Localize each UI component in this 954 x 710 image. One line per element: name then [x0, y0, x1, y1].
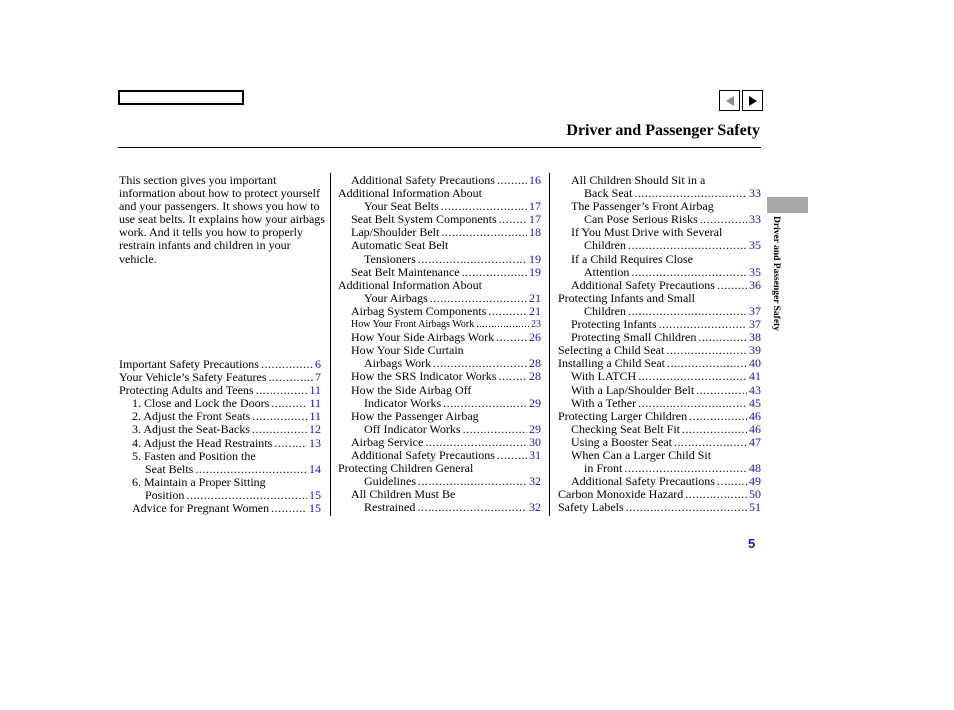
toc-entry[interactable]	[558, 397, 761, 410]
toc-entry-title: Protecting Adults and Teens	[119, 383, 254, 398]
toc-page-link[interactable]: 35	[749, 238, 761, 253]
toc-page-link[interactable]: 13	[309, 435, 321, 450]
triangle-right-icon	[749, 96, 757, 106]
toc-page-link[interactable]: 28	[529, 356, 541, 371]
toc-page-link[interactable]: 6	[315, 357, 321, 371]
toc-entry	[119, 476, 321, 489]
toc-leader-dots	[252, 410, 307, 423]
toc-entry-title: Seat Belt Maintenance	[351, 264, 460, 279]
toc-page-link[interactable]: 50	[749, 487, 761, 502]
toc-leader-dots	[497, 174, 527, 187]
toc-entry-title: Protecting Small Children	[571, 330, 697, 345]
toc-leader-dots	[496, 331, 527, 344]
toc-page-link[interactable]: 16	[529, 173, 541, 187]
toc-leader-dots	[667, 357, 747, 370]
toc-entry-title: Additional Information About	[338, 277, 482, 292]
toc-page-link[interactable]: 15	[309, 487, 321, 502]
toc-page-link[interactable]: 33	[749, 212, 761, 227]
toc-entry-title: Checking Seat Belt Fit	[571, 421, 680, 436]
toc-leader-dots	[271, 397, 307, 410]
toc-entry[interactable]	[558, 279, 761, 292]
toc-entry-title: With a Tether	[571, 395, 637, 410]
toc-entry-title: Back Seat	[584, 186, 633, 201]
toc-entry-title: Your Airbags	[364, 290, 428, 305]
toc-entry-title: Airbag System Components	[351, 303, 487, 318]
toc-entry[interactable]	[119, 463, 321, 476]
toc-entry-title: Protecting Children General	[338, 461, 474, 476]
toc-entry-title: How the Passenger Airbag	[351, 408, 479, 423]
toc-column-1	[119, 358, 321, 515]
toc-page-link[interactable]: 35	[749, 264, 761, 279]
toc-entry-title: Off Indicator Works	[364, 421, 461, 436]
toc-column-2	[338, 174, 541, 514]
toc-entry[interactable]	[558, 239, 761, 252]
toc-entry-title: All Children Must Be	[351, 487, 456, 502]
toc-leader-dots	[696, 384, 747, 397]
toc-entry-title: Protecting Larger Children	[558, 408, 688, 423]
toc-leader-dots	[628, 239, 747, 252]
toc-entry[interactable]	[338, 266, 541, 279]
column-divider	[549, 173, 550, 516]
toc-leader-dots	[497, 449, 527, 462]
toc-entry-title: Tensioners	[364, 251, 416, 266]
toc-entry-title: Attention	[584, 264, 630, 279]
toc-entry-title: Additional Safety Precautions	[571, 474, 715, 489]
toc-entry-title: Airbag Service	[351, 434, 424, 449]
toc-column-3	[558, 174, 761, 514]
toc-page-link[interactable]: 40	[749, 356, 761, 371]
section-tab-label: Driver and Passenger Safety	[771, 216, 781, 331]
toc-entry-title: All Children Should Sit in a	[571, 173, 706, 187]
toc-entry-title: Restrained	[364, 500, 416, 515]
toc-entry-title: 4. Adjust the Head Restraints	[132, 435, 273, 450]
toc-page-link[interactable]: 33	[749, 186, 761, 201]
toc-page-link[interactable]: 11	[309, 409, 321, 424]
toc-entry[interactable]	[338, 501, 541, 514]
toc-page-link[interactable]: 31	[529, 447, 541, 462]
toc-leader-dots	[462, 266, 527, 279]
toc-entry-title: Using a Booster Seat	[571, 434, 672, 449]
toc-entry-title: Important Safety Precautions	[119, 357, 259, 371]
toc-entry-title: How Your Side Airbags Work	[351, 330, 495, 345]
toc-entry-title: With LATCH	[571, 369, 637, 384]
toc-entry	[558, 292, 761, 305]
toc-leader-dots	[626, 501, 747, 514]
toc-leader-dots	[463, 423, 527, 436]
toc-leader-dots	[430, 292, 527, 305]
toc-entry-title: How the Side Airbag Off	[351, 382, 472, 397]
toc-entry-title: Children	[584, 238, 626, 253]
toc-leader-dots	[631, 266, 747, 279]
toc-entry[interactable]	[338, 370, 541, 383]
toc-entry-title: How Your Side Curtain	[351, 343, 464, 358]
toc-leader-dots	[488, 305, 527, 318]
toc-page-link[interactable]: 12	[309, 422, 321, 437]
toc-leader-dots	[418, 253, 527, 266]
toc-page-link[interactable]: 19	[529, 251, 541, 266]
toc-entry-title: If You Must Drive with Several	[571, 225, 723, 240]
previous-page-button[interactable]	[719, 90, 740, 111]
toc-page-link[interactable]: 37	[749, 317, 761, 332]
toc-entry-title: When Can a Larger Child Sit	[571, 447, 712, 462]
toc-page-link[interactable]: 29	[529, 421, 541, 436]
toc-entry-title: The Passenger’s Front Airbag	[571, 199, 714, 214]
toc-page-link[interactable]: 26	[529, 330, 541, 345]
toc-entry-title: Guidelines	[364, 474, 416, 489]
toc-leader-dots	[685, 488, 747, 501]
toc-leader-dots	[499, 213, 527, 226]
toc-entry[interactable]	[558, 370, 761, 383]
toc-leader-dots	[195, 463, 307, 476]
toc-page-link[interactable]: 32	[529, 500, 541, 515]
toc-entry-title: If a Child Requires Close	[571, 251, 693, 266]
triangle-left-icon	[726, 96, 734, 106]
toc-entry[interactable]	[558, 266, 761, 279]
toc-leader-dots	[498, 370, 527, 383]
toc-entry-title: Carbon Monoxide Hazard	[558, 487, 684, 502]
toc-leader-dots	[269, 371, 313, 384]
next-page-button[interactable]	[742, 90, 763, 111]
toc-page-link[interactable]: 11	[309, 383, 321, 398]
toc-page-link[interactable]: 19	[529, 264, 541, 279]
intro-paragraph: This section gives you important information about how to protect yourself and your passengers. It shows you how to use seat belts. It explains how your airbags work. And it tells you how to properly restrain infants and children in your vehicle.	[119, 173, 325, 266]
toc-entry-title: Installing a Child Seat	[558, 356, 665, 371]
toc-entry-title: Children	[584, 303, 626, 318]
toc-entry	[338, 279, 541, 292]
toc-entry[interactable]	[119, 502, 321, 515]
toc-entry	[119, 450, 321, 463]
toc-entry-title: 5. Fasten and Position the	[132, 448, 256, 463]
toc-entry-title: Additional Safety Precautions	[351, 173, 495, 187]
toc-leader-dots	[717, 279, 747, 292]
toc-page-link[interactable]: 17	[529, 212, 541, 227]
toc-leader-dots	[443, 397, 527, 410]
toc-entry-title: With a Lap/Shoulder Belt	[571, 382, 695, 397]
toc-leader-dots	[666, 344, 747, 357]
toc-leader-dots	[674, 436, 747, 449]
toc-entry[interactable]	[338, 253, 541, 266]
toc-entry[interactable]	[338, 397, 541, 410]
toc-entry-title: How the SRS Indicator Works	[351, 369, 497, 384]
toc-page-link[interactable]: 46	[749, 408, 761, 423]
toc-leader-dots	[682, 423, 747, 436]
section-tab[interactable]	[767, 197, 808, 213]
toc-page-link[interactable]: 51	[749, 500, 761, 515]
toc-page-link[interactable]: 14	[309, 461, 321, 476]
toc-entry-title: Automatic Seat Belt	[351, 238, 449, 253]
toc-entry-title: Selecting a Child Seat	[558, 343, 665, 358]
toc-entry-title: Additional Safety Precautions	[351, 447, 495, 462]
toc-leader-dots	[417, 501, 527, 514]
toc-entry-title: Your Vehicle’s Safety Features	[119, 370, 267, 385]
toc-leader-dots	[698, 331, 747, 344]
toc-entry-title: 3. Adjust the Seat-Backs	[132, 422, 250, 437]
toc-page-link[interactable]: 36	[749, 277, 761, 292]
toc-entry	[338, 410, 541, 423]
title-rule	[118, 147, 761, 148]
toc-leader-dots	[274, 437, 307, 450]
toc-page-link[interactable]: 43	[749, 382, 761, 397]
toc-entry[interactable]	[558, 501, 761, 514]
toc-entry	[338, 384, 541, 397]
toc-page-link[interactable]: 37	[749, 303, 761, 318]
toc-leader-dots	[638, 370, 747, 383]
toc-page-link[interactable]: 29	[529, 395, 541, 410]
toc-leader-dots	[425, 436, 527, 449]
toc-page-link[interactable]: 7	[315, 370, 321, 385]
toc-entry-title: Seat Belts	[145, 461, 194, 476]
toc-page-link[interactable]: 38	[749, 330, 761, 345]
toc-entry[interactable]	[338, 436, 541, 449]
toc-leader-dots	[271, 502, 307, 515]
toc-entry[interactable]	[558, 410, 761, 423]
toc-page-link[interactable]: 39	[749, 343, 761, 358]
toc-page-link[interactable]: 41	[749, 369, 761, 384]
toc-entry[interactable]	[558, 436, 761, 449]
toc-leader-dots	[441, 226, 527, 239]
toc-entry-title: Position	[145, 487, 185, 502]
toc-entry[interactable]	[338, 292, 541, 305]
toc-page-link[interactable]: 17	[529, 199, 541, 214]
toc-page-link[interactable]: 28	[529, 369, 541, 384]
column-divider	[330, 173, 331, 516]
toc-entry-title: Protecting Infants	[571, 317, 657, 332]
toc-page-link[interactable]: 49	[749, 474, 761, 489]
toc-leader-dots	[717, 475, 747, 488]
toc-page-link[interactable]: 46	[749, 421, 761, 436]
toc-entry	[338, 239, 541, 252]
toc-entry-title: Can Pose Serious Risks	[584, 212, 698, 227]
toc-entry-title: 6. Maintain a Proper Sitting	[132, 474, 266, 489]
toc-leader-dots	[689, 410, 747, 423]
page-number: 5	[748, 536, 756, 551]
toc-entry[interactable]	[119, 437, 321, 450]
toc-entry[interactable]	[338, 305, 541, 318]
toc-page-link[interactable]: 15	[309, 501, 321, 516]
toc-entry-title: Additional Safety Precautions	[571, 277, 715, 292]
toc-entry-title: Your Seat Belts	[364, 199, 439, 214]
toc-entry-title: Seat Belt System Components	[351, 212, 497, 227]
toc-entry-title: Airbags Work	[364, 356, 432, 371]
toc-entry-title: Advice for Pregnant Women	[132, 501, 270, 516]
toc-page-link[interactable]: 30	[529, 434, 541, 449]
toc-leader-dots	[261, 358, 313, 371]
toc-entry-title: Lap/Shoulder Belt	[351, 225, 440, 240]
toc-page-link[interactable]: 18	[529, 225, 541, 240]
toc-entry-title: Indicator Works	[364, 395, 442, 410]
toc-page-link[interactable]: 47	[749, 434, 761, 449]
toc-page-link[interactable]: 48	[749, 461, 761, 476]
top-left-box	[118, 90, 244, 105]
toc-leader-dots	[638, 397, 747, 410]
toc-entry-title: 1. Close and Lock the Doors	[132, 396, 270, 411]
toc-page-link[interactable]: 21	[529, 290, 541, 305]
toc-page-link[interactable]: 23	[531, 319, 541, 331]
toc-entry[interactable]	[338, 423, 541, 436]
toc-entry[interactable]	[558, 384, 761, 397]
toc-page-link[interactable]: 11	[309, 396, 321, 411]
toc-page-link[interactable]: 45	[749, 395, 761, 410]
toc-leader-dots	[252, 423, 307, 436]
toc-entry-title: Safety Labels	[558, 500, 624, 515]
toc-entry-title: 2. Adjust the Front Seats	[132, 409, 251, 424]
toc-page-link[interactable]: 21	[529, 303, 541, 318]
toc-entry-title: in Front	[584, 461, 623, 476]
page-title: Driver and Passenger Safety	[566, 122, 760, 139]
toc-entry[interactable]	[558, 423, 761, 436]
toc-entry-title: Additional Information About	[338, 186, 482, 201]
toc-entry	[558, 253, 761, 266]
toc-entry-title: How Your Front Airbags Work	[351, 319, 475, 331]
toc-entry[interactable]	[119, 423, 321, 436]
toc-page-link[interactable]: 32	[529, 474, 541, 489]
toc-entry-title: Protecting Infants and Small	[558, 290, 695, 305]
